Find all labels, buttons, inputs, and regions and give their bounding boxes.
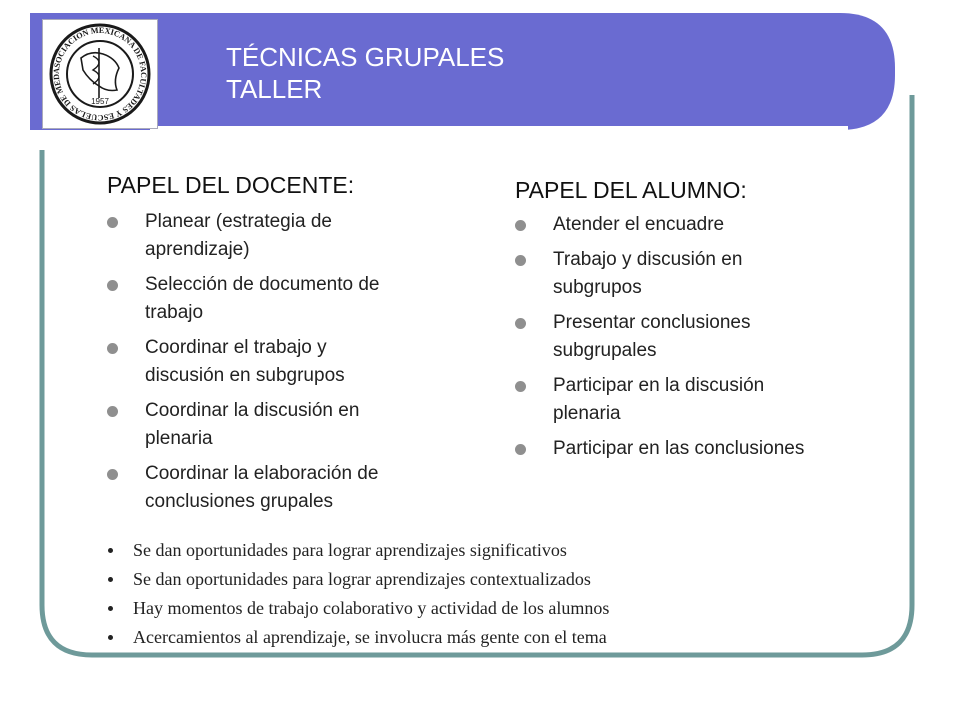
- docente-item: Planear (estrategia de aprendizaje): [107, 208, 457, 264]
- docente-item: Coordinar el trabajo y discusión en subgrupos: [107, 334, 457, 390]
- logo-year: 1957: [91, 97, 109, 106]
- note-item: Se dan oportunidades para lograr aprendizajes significativos: [108, 536, 609, 565]
- bullet-icon: [515, 318, 526, 329]
- bullet-icon: [515, 381, 526, 392]
- docente-heading: PAPEL DEL DOCENTE:: [107, 172, 355, 198]
- alumno-item: Participar en la discusión plenaria: [515, 372, 890, 428]
- bullet-icon: [107, 469, 118, 480]
- alumno-list: [515, 211, 890, 470]
- bullet-icon: [108, 577, 113, 582]
- note-item: Acercamientos al aprendizaje, se involucra más gente con el tema: [108, 623, 609, 652]
- alumno-item: Presentar conclusiones subgrupales: [515, 309, 890, 365]
- docente-list: [107, 208, 457, 523]
- slide-title-line-1: TÉCNICAS GRUPALES: [226, 42, 505, 72]
- alumno-item: Participar en las conclusiones: [515, 435, 890, 463]
- logo-ring-text: ASOCIACION MEXICANA DE FACULTADES Y ESCUELAS DE MED: [51, 25, 149, 123]
- bullet-icon: [107, 280, 118, 291]
- bullet-icon: [515, 220, 526, 231]
- bullet-icon: [108, 635, 113, 640]
- docente-item: Selección de documento de trabajo: [107, 271, 457, 327]
- docente-item: Coordinar la discusión en plenaria: [107, 397, 457, 453]
- slide-title-line-2: TALLER: [226, 74, 323, 104]
- bullet-icon: [515, 444, 526, 455]
- bullet-icon: [107, 217, 118, 228]
- note-item: Hay momentos de trabajo colaborativo y actividad de los alumnos: [108, 594, 609, 623]
- note-item: Se dan oportunidades para lograr aprendizajes contextualizados: [108, 565, 609, 594]
- header-underline: [150, 126, 848, 130]
- alumno-heading: PAPEL DEL ALUMNO:: [515, 177, 747, 203]
- bullet-icon: [515, 255, 526, 266]
- bullet-icon: [108, 606, 113, 611]
- notes-list: [108, 536, 609, 652]
- seal-icon: [43, 20, 157, 128]
- bullet-icon: [108, 548, 113, 553]
- bullet-icon: [107, 406, 118, 417]
- bullet-icon: [107, 343, 118, 354]
- docente-item: Coordinar la elaboración de conclusiones grupales: [107, 460, 457, 516]
- alumno-item: Atender el encuadre: [515, 211, 890, 239]
- alumno-item: Trabajo y discusión en subgrupos: [515, 246, 890, 302]
- institution-logo: [42, 19, 158, 129]
